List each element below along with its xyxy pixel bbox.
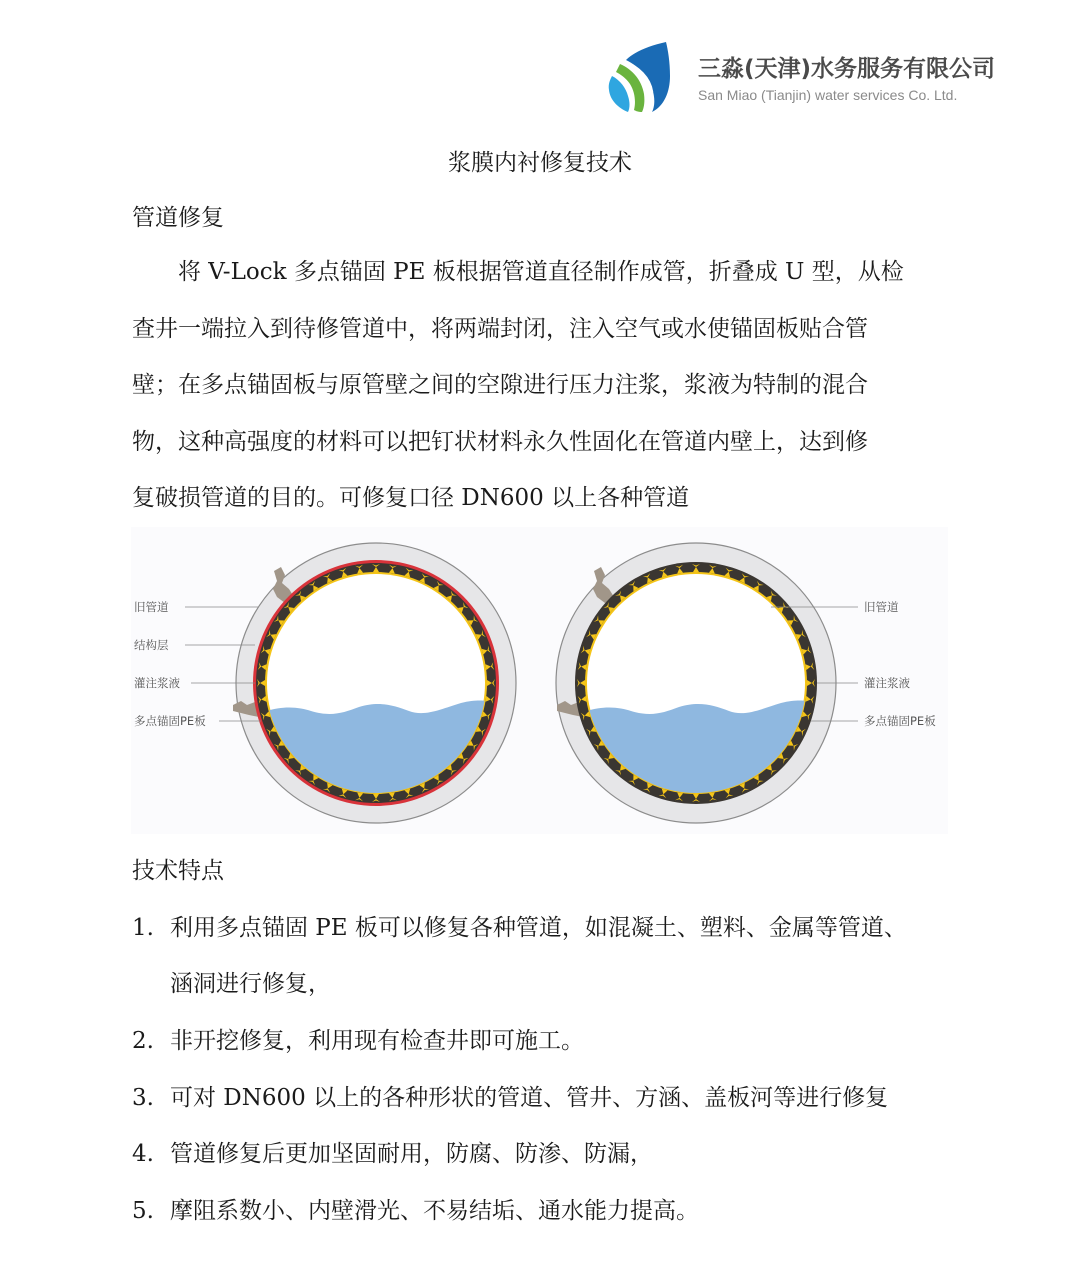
company-name-en: San Miao (Tianjin) water services Co. Ltd. (698, 87, 958, 103)
feature-item-3 (132, 1079, 888, 1112)
label-structure-layer: 结构层 (134, 638, 169, 652)
feature-item-1 (132, 909, 907, 942)
paragraph-line: 物，这种高强度的材料可以把钉状材料永久性固化在管道内壁上，达到修 (132, 428, 868, 455)
feature-text: 可对 DN600 以上的各种形状的管道、管井、方涵、盖板河等进行修复 (170, 1085, 889, 1111)
feature-item-2 (132, 1022, 584, 1055)
feature-number: 5. (132, 1198, 154, 1224)
company-logo-icon (608, 40, 670, 114)
feature-item-5 (132, 1192, 699, 1225)
section-heading-features: 技术特点 (132, 858, 224, 884)
paragraph-line: 将 V-Lock 多点锚固 PE 板根据管道直径制作成管，折叠成 U 型，从检 (178, 259, 904, 285)
pipe-cross-section-svg (131, 527, 948, 834)
section-heading-repair: 管道修复 (132, 205, 224, 231)
label-anchor-pe-board: 多点锚固PE板 (134, 714, 206, 728)
feature-text: 管道修复后更加坚固耐用，防腐、防渗、防漏， (170, 1141, 653, 1167)
left-pipe (233, 543, 516, 823)
paragraph-line: 壁；在多点锚固板与原管壁之间的空隙进行压力注浆，浆液为特制的混合 (132, 372, 868, 398)
feature-item-4 (132, 1135, 653, 1168)
label-old-pipe: 旧管道 (134, 600, 169, 614)
label-old-pipe: 旧管道 (864, 600, 899, 614)
feature-item-1-continued: 涵洞进行修复， (170, 971, 331, 997)
label-grout: 灌注浆液 (864, 676, 910, 690)
label-grout: 灌注浆液 (134, 676, 180, 690)
paragraph-line: 查井一端拉入到待修管道中，将两端封闭，注入空气或水使锚固板贴合管 (132, 315, 868, 342)
feature-number: 1. (132, 915, 154, 941)
document-title: 浆膜内衬修复技术 (448, 150, 632, 176)
feature-number: 3. (132, 1085, 154, 1111)
repair-paragraph (132, 244, 952, 527)
feature-text: 利用多点锚固 PE 板可以修复各种管道，如混凝土、塑料、金属等管道、 (170, 915, 907, 941)
pipe-repair-diagram (131, 527, 948, 834)
right-pipe (556, 543, 836, 823)
label-anchor-pe-board: 多点锚固PE板 (864, 714, 936, 728)
paragraph-line: 复破损管道的目的。可修复口径 DN600 以上各种管道 (132, 485, 690, 511)
feature-text: 非开挖修复，利用现有检查井即可施工。 (170, 1028, 584, 1054)
feature-number: 4. (132, 1141, 154, 1167)
feature-number: 2. (132, 1028, 154, 1054)
company-name-cn: 三淼(天津)水务服务有限公司 (698, 56, 996, 82)
feature-text: 摩阻系数小、内壁滑光、不易结垢、通水能力提高。 (170, 1198, 699, 1224)
logo-light-blue-shape (609, 76, 630, 112)
